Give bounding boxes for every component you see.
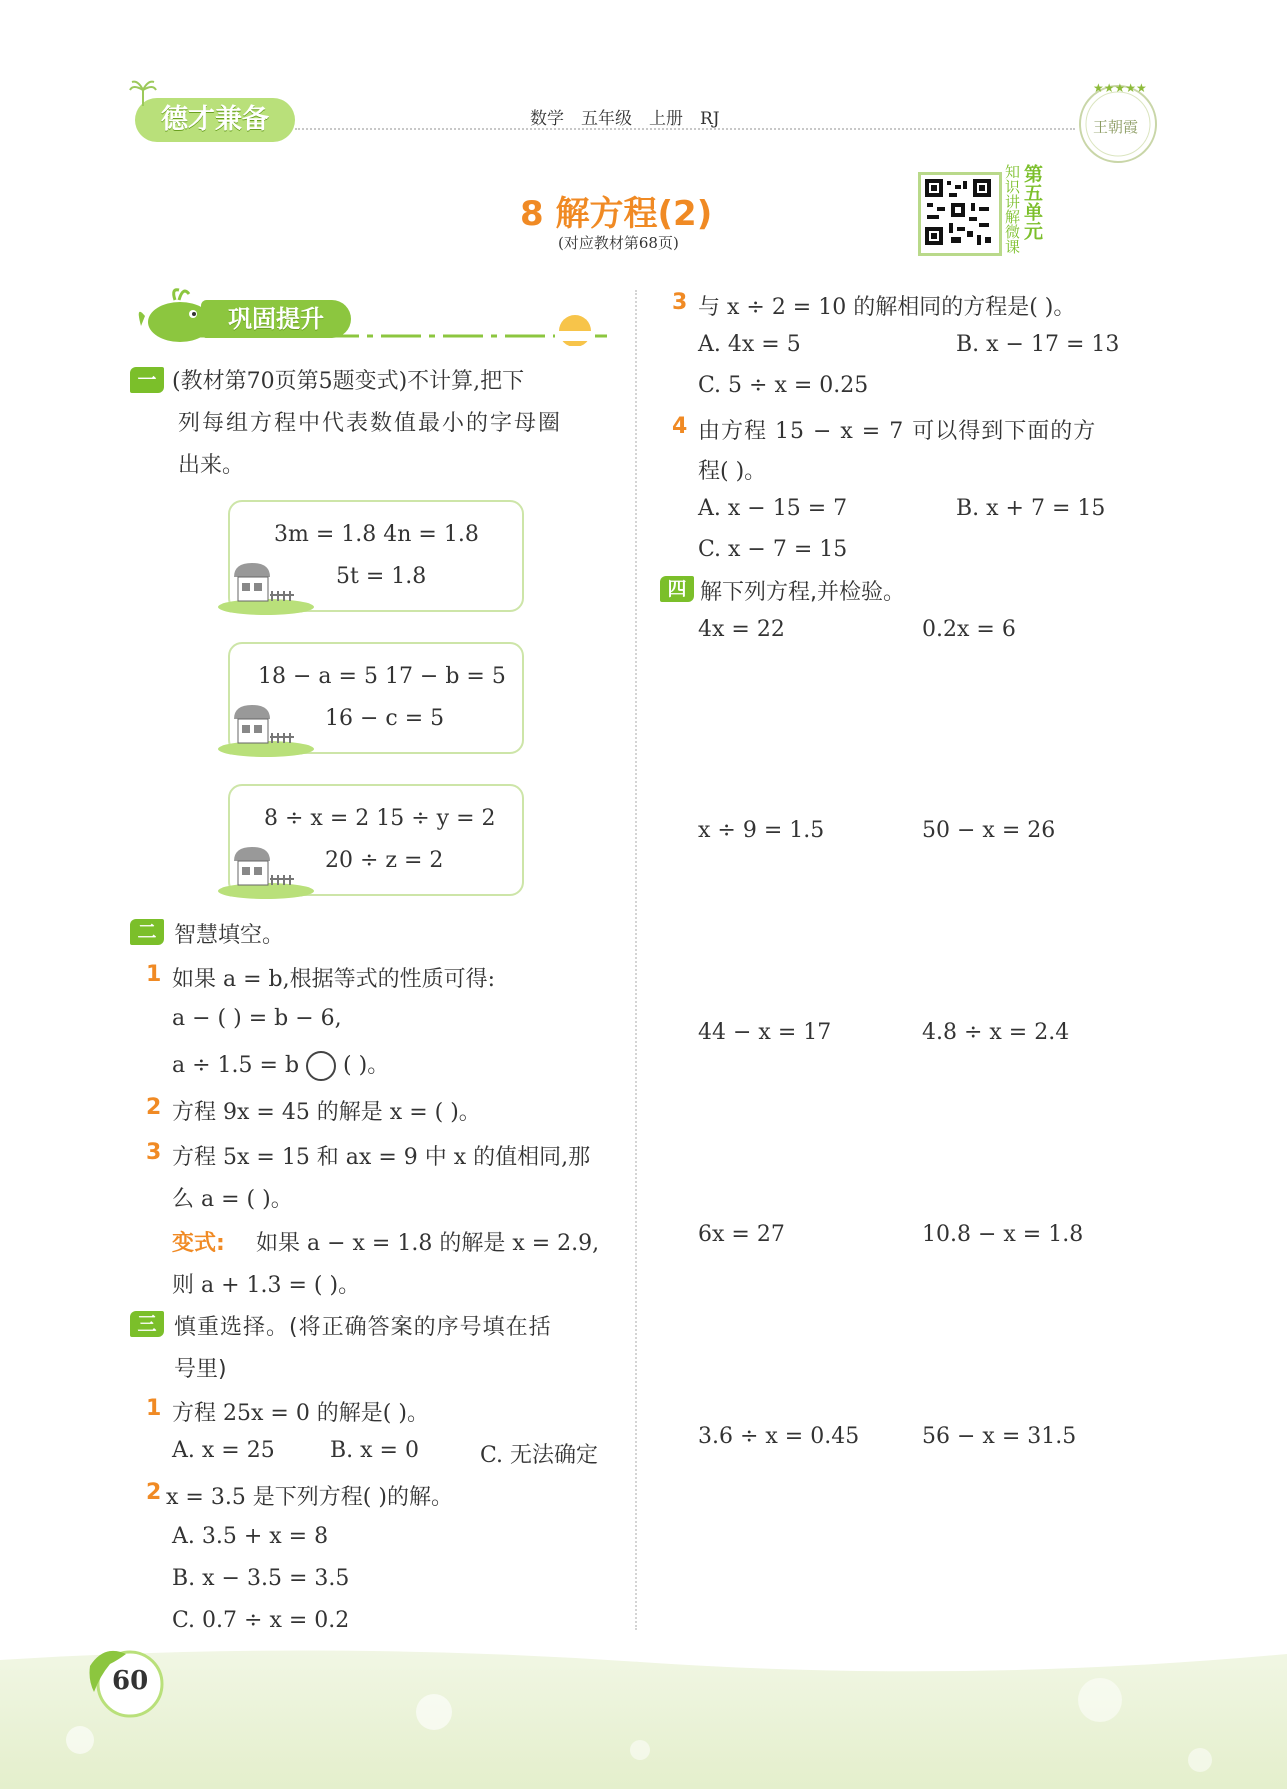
q3-item1-option-a[interactable]: A. x = 25 <box>172 1438 275 1463</box>
q1-badge: 一 <box>130 367 164 393</box>
q4-eq-1-right: 0.2x = 6 <box>922 617 1016 642</box>
q4-title: 解下列方程,并检验。 <box>700 580 905 605</box>
palm-tree-icon <box>128 78 158 108</box>
q2-item1-line1: 如果 a = b,根据等式的性质可得: <box>172 967 496 992</box>
q3-item4-stem1: 由方程 15 − x = 7 可以得到下面的方 <box>698 419 1097 444</box>
q3-badge: 三 <box>130 1311 164 1337</box>
q4-eq-4-right: 10.8 − x = 1.8 <box>922 1222 1084 1247</box>
group2-row1: 18 − a = 5 17 − b = 5 <box>258 664 506 689</box>
header <box>0 0 1287 160</box>
q2-item3-line1: 方程 5x = 15 和 ax = 9 中 x 的值相同,那 <box>172 1145 591 1170</box>
q3-item4-option-c[interactable]: C. x − 7 = 15 <box>698 537 848 562</box>
section-title: 巩固提升 <box>201 300 351 338</box>
svg-text:★★★★★: ★★★★★ <box>1093 81 1147 95</box>
variant-line1: 如果 a − x = 1.8 的解是 x = 2.9, <box>256 1231 600 1256</box>
q3-item1-option-c[interactable]: C. 无法确定 <box>480 1443 599 1468</box>
decorative-bubbles <box>0 1640 1287 1789</box>
group3-row2: 20 ÷ z = 2 <box>325 848 444 873</box>
page-number: 60 <box>112 1666 149 1696</box>
qr-caption-a: 知识讲解微课 <box>1003 164 1021 254</box>
q3-item3-option-c[interactable]: C. 5 ÷ x = 0.25 <box>698 373 869 398</box>
seal-text: 王朝霞 <box>1093 118 1139 136</box>
q3-title-line2: 号里) <box>174 1357 227 1382</box>
q1-text-line1: (教材第70页第5题变式)不计算,把下 <box>172 369 525 394</box>
q3-item2-option-c[interactable]: C. 0.7 ÷ x = 0.2 <box>172 1608 350 1633</box>
q4-eq-2-right: 50 − x = 26 <box>922 818 1056 843</box>
house-icon <box>216 555 316 615</box>
operator-blank[interactable] <box>306 1051 336 1081</box>
q2-badge: 二 <box>130 919 164 945</box>
footer-band <box>0 1640 1287 1789</box>
q4-eq-5-left: 3.6 ÷ x = 0.45 <box>698 1424 860 1449</box>
column-divider <box>635 290 637 1630</box>
group1-row2: 5t = 1.8 <box>336 564 427 589</box>
page-title: 8 解方程(2) <box>520 194 713 234</box>
section-banner <box>135 286 615 346</box>
house-icon <box>216 839 316 899</box>
q3-item2-option-a[interactable]: A. 3.5 + x = 8 <box>172 1524 329 1549</box>
author-seal <box>1075 78 1161 164</box>
qr-caption-b: 第五单元 <box>1021 164 1043 240</box>
qr-code[interactable] <box>918 172 1002 256</box>
q4-eq-2-left: x ÷ 9 = 1.5 <box>698 818 825 843</box>
house-icon <box>216 697 316 757</box>
q2-item1-num: 1 <box>146 962 162 987</box>
q2-title: 智慧填空。 <box>174 923 285 948</box>
q3-item3-num: 3 <box>672 290 688 315</box>
page-subtitle: (对应教材第68页) <box>558 234 679 252</box>
q3-item3-option-a[interactable]: A. 4x = 5 <box>698 332 801 357</box>
q4-eq-1-left: 4x = 22 <box>698 617 785 642</box>
q3-item2-stem: x = 3.5 是下列方程( )的解。 <box>166 1485 453 1510</box>
q3-item4-option-b[interactable]: B. x + 7 = 15 <box>956 496 1106 521</box>
q4-eq-5-right: 56 − x = 31.5 <box>922 1424 1077 1449</box>
q3-item1-num: 1 <box>146 1396 162 1421</box>
q4-badge: 四 <box>660 576 694 602</box>
q4-eq-4-left: 6x = 27 <box>698 1222 785 1247</box>
q3-item3-option-b[interactable]: B. x − 17 = 13 <box>956 332 1120 357</box>
q2-item1-line2: a − ( ) = b − 6, <box>172 1006 342 1031</box>
q3-item4-num: 4 <box>672 414 688 439</box>
q3-title-line1: 慎重选择。(将正确答案的序号填在括 <box>174 1315 552 1340</box>
qr-code-icon <box>923 177 993 247</box>
q3-item2-num: 2 <box>146 1480 162 1505</box>
q2-item2-line1: 方程 9x = 45 的解是 x = ( )。 <box>172 1100 481 1125</box>
variant-line2: 则 a + 1.3 = ( )。 <box>172 1273 361 1298</box>
group1-row1: 3m = 1.8 4n = 1.8 <box>274 522 479 547</box>
q4-eq-3-left: 44 − x = 17 <box>698 1020 832 1045</box>
q1-text-line2: 列每组方程中代表数值最小的字母圈 <box>178 411 563 436</box>
q2-item1-line3b: ( )。 <box>343 1053 390 1078</box>
q2-item1-line3 <box>172 1048 389 1081</box>
q3-item3-stem: 与 x ÷ 2 = 10 的解相同的方程是( )。 <box>698 295 1076 320</box>
q3-item4-stem2: 程( )。 <box>698 459 767 484</box>
q2-item3-num: 3 <box>146 1140 162 1165</box>
q3-item1-option-b[interactable]: B. x = 0 <box>330 1438 419 1463</box>
q1-text-line3: 出来。 <box>178 453 245 478</box>
q3-item2-option-b[interactable]: B. x − 3.5 = 3.5 <box>172 1566 350 1591</box>
group3-row1: 8 ÷ x = 2 15 ÷ y = 2 <box>264 806 496 831</box>
q2-item1-line3a: a ÷ 1.5 = b <box>172 1053 300 1078</box>
q2-item2-num: 2 <box>146 1095 162 1120</box>
q2-item3-line2: 么 a = ( )。 <box>172 1187 293 1212</box>
q4-eq-3-right: 4.8 ÷ x = 2.4 <box>922 1020 1070 1045</box>
variant-label: 变式: <box>172 1231 225 1256</box>
subject-line: 数学 五年级 上册 RJ <box>530 109 720 129</box>
q3-item1-stem: 方程 25x = 0 的解是( )。 <box>172 1401 429 1426</box>
group2-row2: 16 − c = 5 <box>325 706 445 731</box>
brand-logo: 德才兼备 <box>135 98 295 142</box>
q3-item4-option-a[interactable]: A. x − 15 = 7 <box>698 496 848 521</box>
